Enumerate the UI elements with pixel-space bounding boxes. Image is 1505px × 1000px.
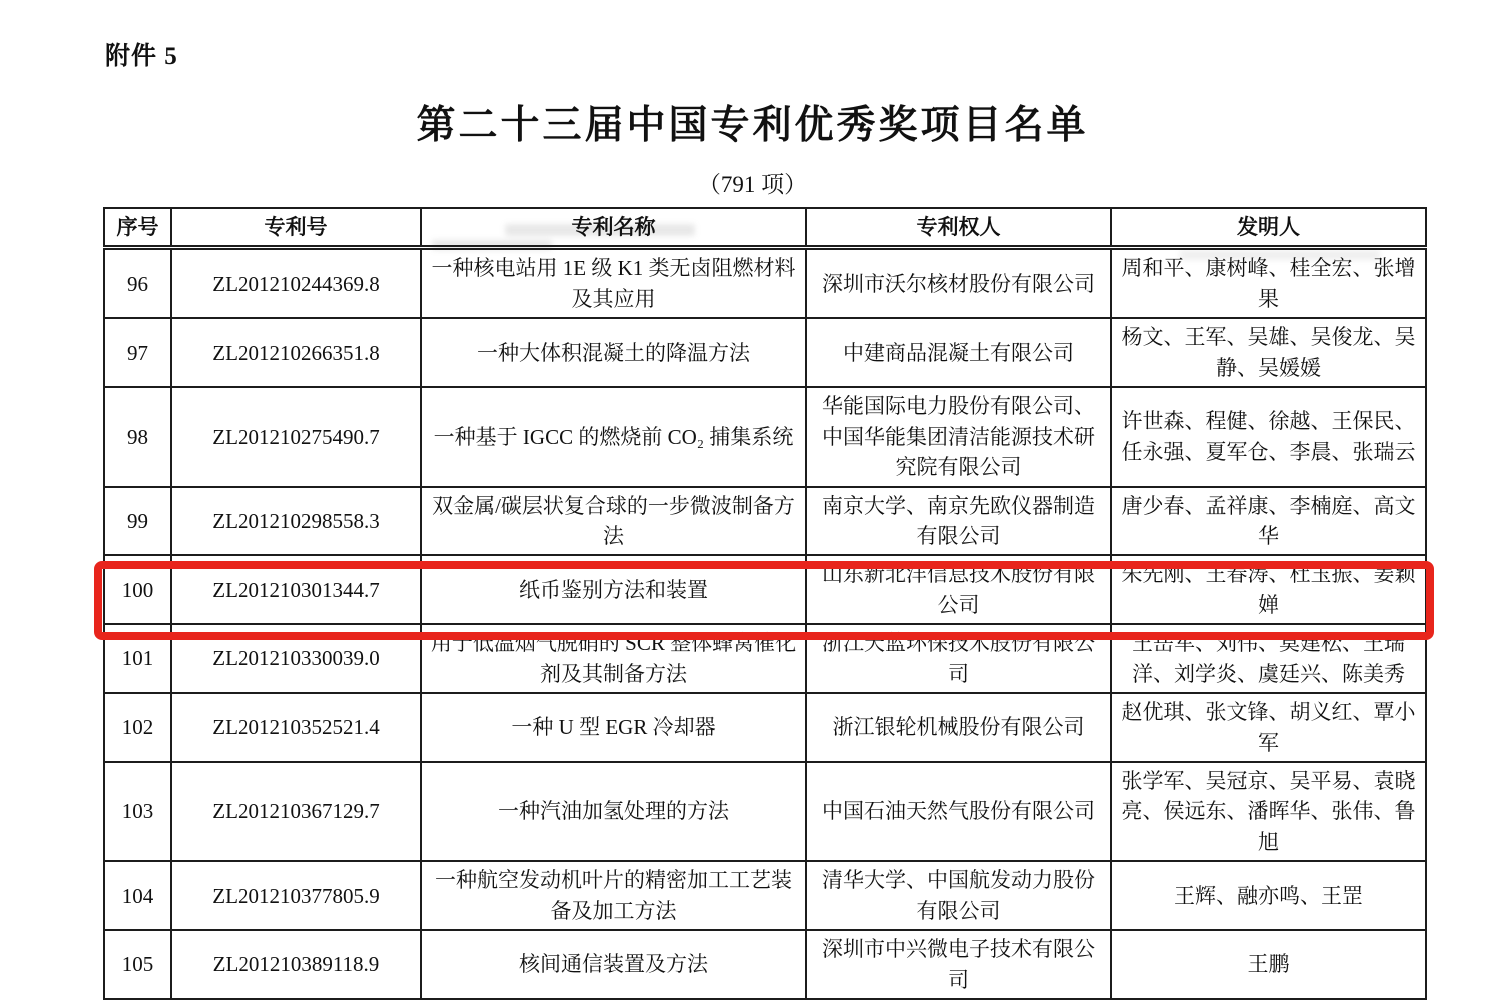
- cell-patentee: 中国石油天然气股份有限公司: [806, 762, 1111, 861]
- cell-patent-no: ZL201210301344.7: [171, 555, 421, 624]
- attachment-label: 附件 5: [105, 43, 178, 70]
- cell-patent-no: ZL201210275490.7: [171, 387, 421, 486]
- cell-serial-no: 101: [104, 624, 171, 693]
- cell-inventors: 张学军、吴冠京、吴平易、袁晓亮、侯远东、潘晖华、张伟、鲁旭: [1111, 762, 1426, 861]
- cell-patentee: 华能国际电力股份有限公司、中国华能集团清洁能源技术研究院有限公司: [806, 387, 1111, 486]
- cell-patent-no: ZL201210266351.8: [171, 318, 421, 387]
- table-row: [104, 762, 1426, 861]
- cell-patent-no: ZL201210298558.3: [171, 487, 421, 556]
- cell-serial-no: 104: [104, 861, 171, 930]
- header-inventors: 发明人: [1111, 208, 1426, 248]
- cell-patentee: 南京大学、南京先欧仪器制造有限公司: [806, 487, 1111, 556]
- cell-patent-name: 一种汽油加氢处理的方法: [421, 762, 806, 861]
- header-patent-name: 专利名称: [421, 208, 806, 248]
- table-row: [104, 861, 1426, 930]
- table-row: [104, 555, 1426, 624]
- header-patent-no: 专利号: [171, 208, 421, 248]
- cell-serial-no: 105: [104, 930, 171, 999]
- cell-patent-name: 一种航空发动机叶片的精密加工工艺装备及加工方法: [421, 861, 806, 930]
- table-row: [104, 487, 1426, 556]
- cell-inventors: 王岳军、刘伟、莫建松、王瑞洋、刘学炎、虞廷兴、陈美秀: [1111, 624, 1426, 693]
- cell-patentee: 中建商品混凝土有限公司: [806, 318, 1111, 387]
- cell-patent-no: ZL201210352521.4: [171, 693, 421, 762]
- cell-serial-no: 100: [104, 555, 171, 624]
- cell-patent-no: ZL201210367129.7: [171, 762, 421, 861]
- header-patentee: 专利权人: [806, 208, 1111, 248]
- cell-patent-name: 一种基于 IGCC 的燃烧前 CO₂ 捕集系统: [421, 387, 806, 486]
- cell-serial-no: 98: [104, 387, 171, 486]
- cell-patentee: 浙江银轮机械股份有限公司: [806, 693, 1111, 762]
- cell-patent-name: 核间通信装置及方法: [421, 930, 806, 999]
- table-row: [104, 248, 1426, 318]
- cell-patentee: 深圳市中兴微电子技术有限公司: [806, 930, 1111, 999]
- cell-serial-no: 97: [104, 318, 171, 387]
- page-subtitle: （791 项）: [697, 172, 808, 197]
- cell-inventors: 王辉、融亦鸣、王罡: [1111, 861, 1426, 930]
- cell-patent-no: ZL201210389118.9: [171, 930, 421, 999]
- cell-serial-no: 96: [104, 248, 171, 318]
- cell-inventors: 赵优琪、张文锋、胡义红、覃小军: [1111, 693, 1426, 762]
- table-header-row: [104, 208, 1426, 248]
- cell-serial-no: 99: [104, 487, 171, 556]
- page-title: 第二十三届中国专利优秀奖项目名单: [416, 104, 1089, 147]
- cell-inventors: 许世森、程健、徐越、王保民、任永强、夏军仓、李晨、张瑞云: [1111, 387, 1426, 486]
- table-row-highlighted: [104, 624, 1426, 693]
- header-serial-no: 序号: [104, 208, 171, 248]
- cell-patent-name: 用于低温烟气脱硝的 SCR 整体蜂窝催化剂及其制备方法: [421, 624, 806, 693]
- cell-patent-no: ZL201210377805.9: [171, 861, 421, 930]
- cell-inventors: 唐少春、孟祥康、李楠庭、高文华: [1111, 487, 1426, 556]
- cell-serial-no: 102: [104, 693, 171, 762]
- cell-patent-no: ZL201210244369.8: [171, 248, 421, 318]
- cell-patentee: 深圳市沃尔核材股份有限公司: [806, 248, 1111, 318]
- cell-serial-no: 103: [104, 762, 171, 861]
- table-row: [104, 930, 1426, 999]
- cell-patent-name: 一种核电站用 1E 级 K1 类无卤阻燃材料及其应用: [421, 248, 806, 318]
- table-row: [104, 693, 1426, 762]
- cell-patentee: 浙江天蓝环保技术股份有限公司: [806, 624, 1111, 693]
- cell-patent-name: 纸币鉴别方法和装置: [421, 555, 806, 624]
- cell-inventors: 杨文、王军、吴雄、吴俊龙、吴静、吴媛媛: [1111, 318, 1426, 387]
- table-row: [104, 387, 1426, 486]
- cell-patent-name: 双金属/碳层状复合球的一步微波制备方法: [421, 487, 806, 556]
- patent-award-table: [103, 207, 1427, 1000]
- cell-inventors: 朱先刚、王春涛、杜玉振、姜颖婵: [1111, 555, 1426, 624]
- cell-patent-name: 一种大体积混凝土的降温方法: [421, 318, 806, 387]
- table-row: [104, 318, 1426, 387]
- cell-patent-no: ZL201210330039.0: [171, 624, 421, 693]
- cell-patent-name: 一种 U 型 EGR 冷却器: [421, 693, 806, 762]
- cell-patentee: 山东新北洋信息技术股份有限公司: [806, 555, 1111, 624]
- cell-inventors: 周和平、康树峰、桂全宏、张增果: [1111, 248, 1426, 318]
- cell-patentee: 清华大学、中国航发动力股份有限公司: [806, 861, 1111, 930]
- cell-inventors: 王鹏: [1111, 930, 1426, 999]
